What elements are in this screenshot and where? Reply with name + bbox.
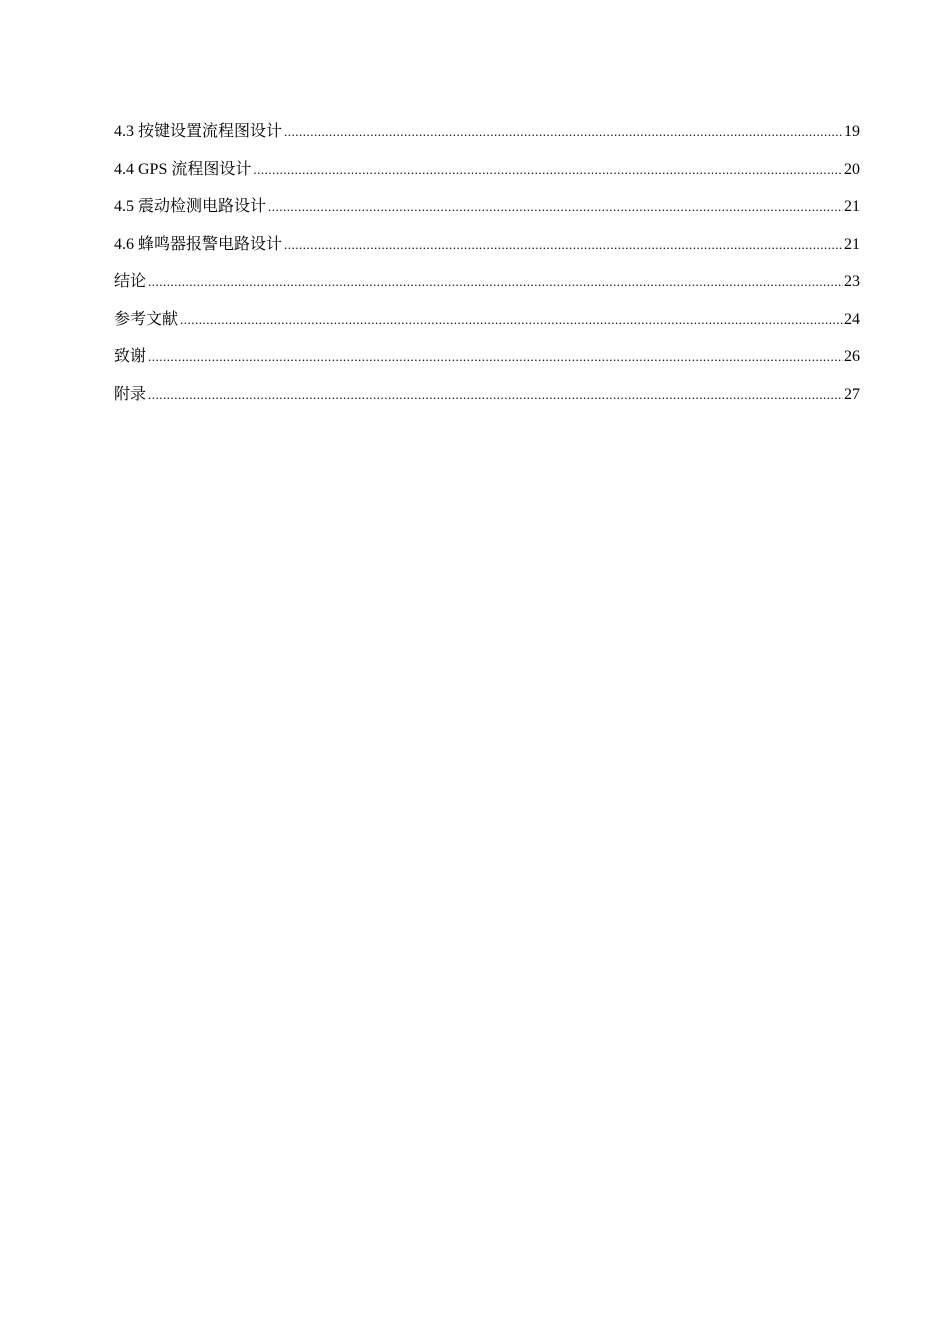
toc-entry-page: 24 [844, 310, 860, 328]
toc-dot-leader [148, 271, 843, 293]
toc-entry[interactable] [114, 234, 860, 272]
toc-entry[interactable] [114, 196, 860, 234]
toc-dot-leader [148, 384, 843, 406]
toc-entry[interactable] [114, 159, 860, 197]
toc-entry-title: 致谢 [114, 348, 147, 365]
toc-entry-title: 结论 [114, 273, 147, 290]
toc-entry[interactable] [114, 121, 860, 159]
toc-entry-page: 21 [844, 198, 860, 215]
toc-entry[interactable] [114, 271, 860, 309]
toc-entry-title: 附录 [114, 385, 147, 403]
toc-entry-title: 4.6 蜂鸣器报警电路设计 [114, 235, 283, 253]
toc-entry[interactable] [114, 384, 860, 422]
toc-entry-page: 19 [844, 123, 860, 140]
toc-dot-leader [253, 159, 843, 181]
toc-entry[interactable] [114, 346, 860, 384]
toc-entry-page: 23 [844, 273, 860, 290]
toc-entry-page: 27 [844, 385, 860, 403]
toc-entry-title: 参考文献 [114, 310, 179, 328]
toc-dot-leader [284, 121, 843, 143]
toc-entry-page: 26 [844, 348, 860, 365]
table-of-contents [114, 121, 860, 421]
toc-dot-leader [284, 234, 843, 256]
toc-dot-leader [268, 196, 843, 218]
toc-entry-title: 4.3 按键设置流程图设计 [114, 123, 283, 140]
toc-entry-title: 4.5 震动检测电路设计 [114, 198, 267, 215]
toc-dot-leader [148, 346, 843, 368]
toc-entry-title: 4.4 GPS 流程图设计 [114, 160, 252, 178]
toc-entry-page: 20 [844, 160, 860, 178]
toc-entry-page: 21 [844, 235, 860, 253]
toc-entry[interactable] [114, 309, 860, 347]
toc-dot-leader [180, 309, 843, 331]
